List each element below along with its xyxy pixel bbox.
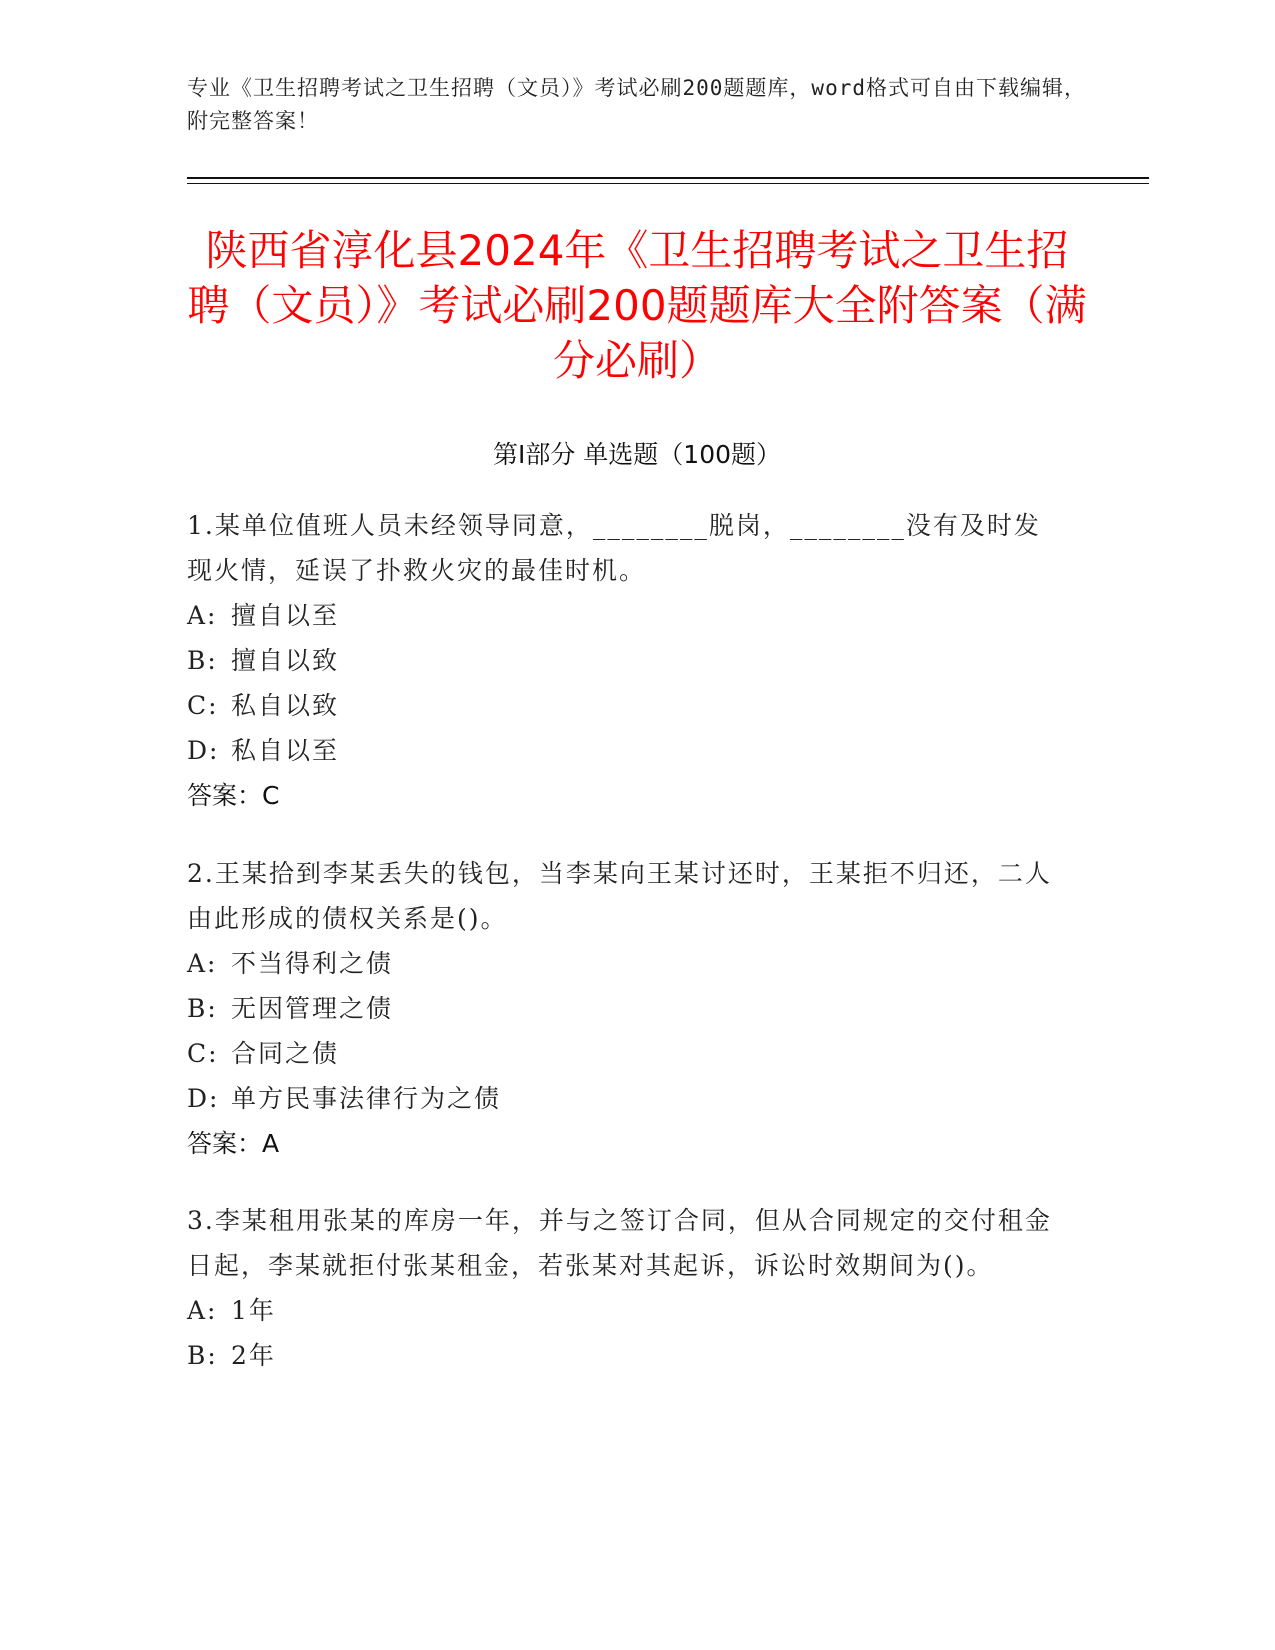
option-b bbox=[187, 986, 1067, 1031]
section-heading: 第I部分 单选题（100题） bbox=[492, 440, 782, 469]
option-text: 1年 bbox=[231, 1296, 276, 1325]
option-c bbox=[187, 1031, 1067, 1076]
question-1 bbox=[187, 503, 1067, 818]
option-a bbox=[187, 593, 1067, 638]
question-text: 1.某单位值班人员未经领导同意，________脱岗，________没有及时发现火情，延误了扑救火灾的最佳时机。 bbox=[187, 511, 1041, 585]
option-d bbox=[187, 728, 1067, 773]
header-rule-thin bbox=[187, 183, 1149, 184]
option-letter: B: bbox=[187, 994, 218, 1023]
option-text: 单方民事法律行为之债 bbox=[231, 1084, 502, 1113]
option-letter: A: bbox=[187, 601, 218, 630]
option-text: 2年 bbox=[231, 1341, 276, 1370]
option-c bbox=[187, 683, 1067, 728]
option-letter: A: bbox=[187, 949, 218, 978]
option-letter: A: bbox=[187, 1296, 218, 1325]
option-letter: B: bbox=[187, 1341, 218, 1370]
option-text: 擅自以致 bbox=[231, 646, 340, 675]
option-text: 私自以致 bbox=[231, 691, 340, 720]
option-letter: C: bbox=[187, 1039, 219, 1068]
option-a bbox=[187, 941, 1067, 986]
option-d bbox=[187, 1076, 1067, 1121]
question-2 bbox=[187, 851, 1067, 1166]
answer-line: 答案：C bbox=[187, 781, 280, 810]
question-text: 2.王某拾到李某丢失的钱包，当李某向王某讨还时，王某拒不归还，二人由此形成的债权关系是()。 bbox=[187, 859, 1052, 933]
question-text: 3.李某租用张某的库房一年，并与之签订合同，但从合同规定的交付租金日起，李某就拒付张某租金，若张某对其起诉，诉讼时效期间为()。 bbox=[187, 1206, 1052, 1280]
option-letter: C: bbox=[187, 691, 219, 720]
option-text: 不当得利之债 bbox=[231, 949, 394, 978]
option-b bbox=[187, 1333, 1067, 1378]
option-text: 无因管理之债 bbox=[231, 994, 394, 1023]
option-text: 合同之债 bbox=[231, 1039, 340, 1068]
option-letter: D: bbox=[187, 736, 220, 765]
option-text: 私自以至 bbox=[231, 736, 340, 765]
question-3 bbox=[187, 1198, 1067, 1378]
option-letter: D: bbox=[187, 1084, 220, 1113]
answer-line: 答案：A bbox=[187, 1129, 280, 1158]
header-rule-thick bbox=[187, 177, 1149, 179]
option-letter: B: bbox=[187, 646, 218, 675]
option-text: 擅自以至 bbox=[231, 601, 340, 630]
option-b bbox=[187, 638, 1067, 683]
option-a bbox=[187, 1288, 1067, 1333]
document-title: 陕西省淳化县2024年《卫生招聘考试之卫生招聘（文员）》考试必刷200题题库大全附答案（满分必刷） bbox=[187, 226, 1087, 385]
header-note: 专业《卫生招聘考试之卫生招聘（文员）》考试必刷200题题库，word格式可自由下载编辑，附完整答案！ bbox=[187, 76, 1086, 133]
